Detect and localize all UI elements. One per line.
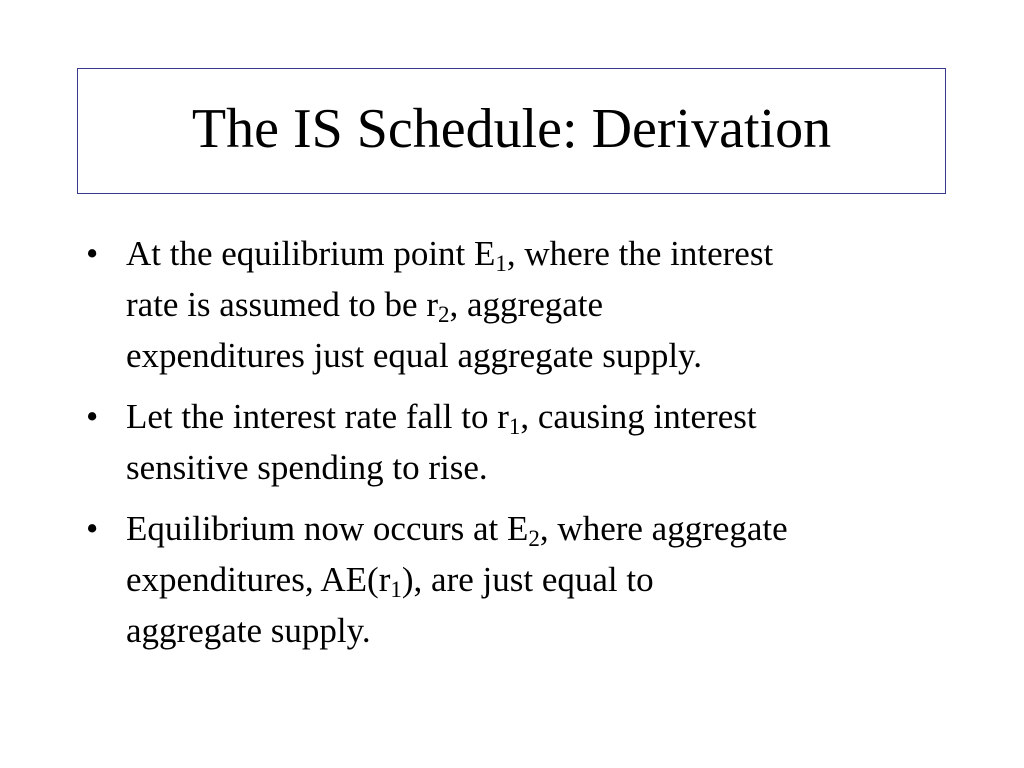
bullet-line (126, 554, 946, 605)
text-run: Let the interest rate fall to r (126, 397, 509, 436)
subscript: 2 (528, 526, 540, 551)
bullet-line (126, 330, 946, 381)
bullet-item (86, 391, 946, 493)
bullet-line (126, 503, 946, 554)
text-run: sensitive spending to rise. (126, 448, 488, 487)
text-run: expenditures, AE(r (126, 560, 391, 599)
bullet-item (86, 503, 946, 656)
bullet-list (86, 228, 946, 666)
bullet-line (126, 228, 946, 279)
text-run: Equilibrium now occurs at E (126, 509, 529, 548)
text-run: rate is assumed to be r (126, 285, 438, 324)
title-box (77, 68, 946, 194)
bullet-marker: • (86, 509, 99, 548)
bullet-marker: • (86, 234, 99, 273)
bullet-line (126, 279, 946, 330)
text-run: At the equilibrium point E (126, 234, 496, 273)
bullet-item (86, 228, 946, 381)
slide-title: The IS Schedule: Derivation (191, 98, 832, 160)
text-run: ), are just equal to (401, 560, 654, 599)
text-run: , causing interest (520, 397, 757, 436)
subscript: 1 (495, 251, 507, 276)
bullet-line (126, 442, 946, 493)
bullet-marker: • (86, 397, 99, 436)
text-run: , aggregate (449, 285, 604, 324)
subscript: 2 (438, 302, 450, 327)
bullet-line (126, 605, 946, 656)
subscript: 1 (390, 577, 402, 602)
text-run: aggregate supply. (126, 611, 371, 650)
text-run: , where the interest (506, 234, 774, 273)
subscript: 1 (508, 414, 521, 439)
bullet-line (126, 391, 946, 442)
text-run: , where aggregate (539, 509, 788, 548)
text-run: expenditures just equal aggregate supply. (126, 336, 703, 375)
